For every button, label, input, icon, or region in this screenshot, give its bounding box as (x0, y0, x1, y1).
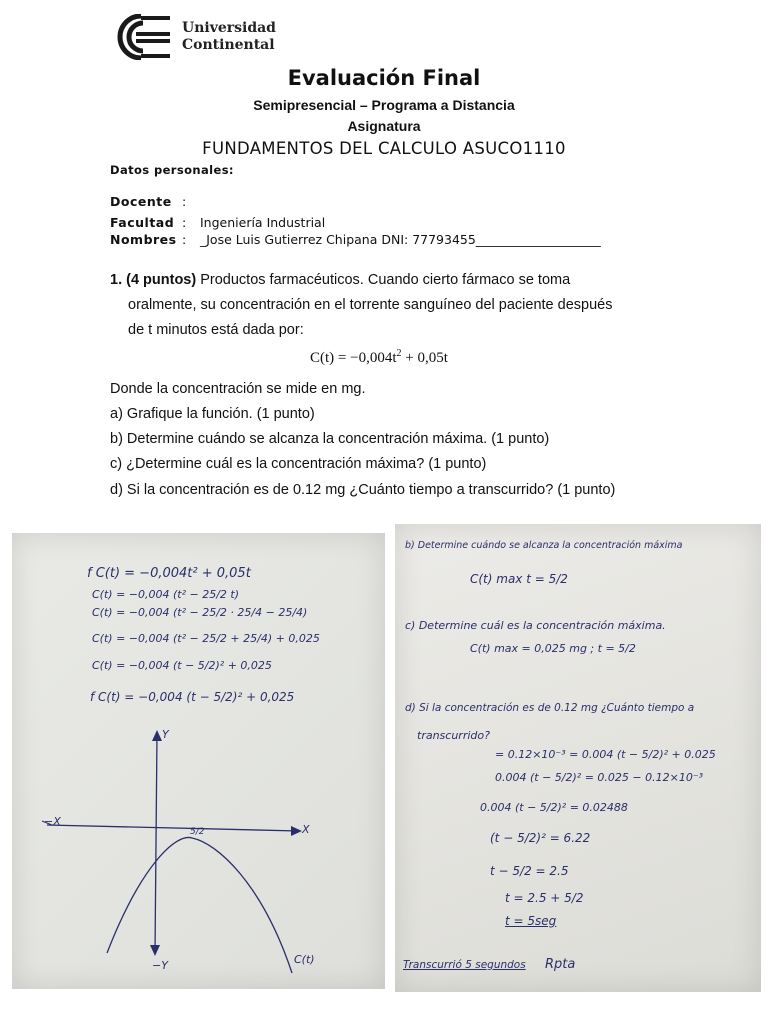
question-points: (4 puntos) (126, 272, 197, 288)
university-name (182, 20, 276, 54)
formula-right: + 0,05t (401, 350, 448, 366)
hw-right-line-11: t − 5/2 = 2.5 (490, 864, 569, 878)
hw-left-line-1: f C(t) = −0,004t² + 0,05t (87, 566, 251, 581)
hw-axis-y: Y (162, 728, 169, 741)
item-c: c) ¿Determine cuál es la concentración máxima? (1 punto) (110, 456, 487, 472)
hw-right-line-2: C(t) max t = 5/2 (470, 572, 568, 586)
hw-right-line-5: d) Si la concentración es de 0.12 mg ¿Cuánto tiempo a (405, 702, 695, 714)
university-line-1: Universidad (182, 20, 276, 36)
page-subtitle: Semipresencial – Programa a Distancia (253, 97, 515, 113)
course-name: FUNDAMENTOS DEL CALCULO ASUCO1110 (202, 139, 566, 158)
item-a: a) Grafique la función. (1 punto) (110, 406, 315, 422)
formula-exponent: 2 (396, 348, 402, 359)
hw-right-line-9: 0.004 (t − 5/2)² = 0.02488 (480, 801, 628, 814)
hw-right-line-12: t = 2.5 + 5/2 (505, 891, 584, 905)
question-line-1: Productos farmacéuticos. Cuando cierto fármaco se toma (196, 272, 571, 288)
hw-right-line-3: c) Determine cuál es la concentración máxima. (405, 619, 666, 632)
nombres-label: Nombres (110, 232, 177, 247)
hw-axis-x: X (302, 823, 310, 836)
question-number: 1. (110, 272, 123, 288)
facultad-label: Facultad (110, 215, 175, 230)
nombres-value: _Jose Luis Gutierrez Chipana DNI: 77793455____________________ (200, 232, 601, 247)
hw-vertex-label: 5/2 (190, 827, 205, 837)
asignatura-label: Asignatura (347, 118, 421, 134)
hw-left-line-5: C(t) = −0,004 (t − 5/2)² + 0,025 (92, 659, 272, 672)
facultad-value: Ingeniería Industrial (200, 215, 326, 230)
hw-right-line-4: C(t) max = 0,025 mg ; t = 5/2 (470, 642, 636, 655)
personal-data-heading: Datos personales: (110, 163, 234, 177)
question-line-3: de t minutos está dada por: (128, 322, 304, 338)
item-d: d) Si la concentración es de 0.12 mg ¿Cuánto tiempo a transcurrido? (1 punto) (110, 482, 616, 498)
docente-label: Docente (110, 194, 172, 209)
hw-left-line-2: C(t) = −0,004 (t² − 25/2 t) (92, 588, 240, 601)
hw-left-line-6: f C(t) = −0,004 (t − 5/2)² + 0,025 (90, 690, 295, 704)
university-line-2: Continental (182, 37, 275, 53)
question-line-2: oralmente, su concentración en el torrente sanguíneo del paciente después (128, 297, 613, 313)
concentration-formula (310, 348, 448, 367)
hw-right-line-14: Transcurrió 5 segundos (403, 959, 526, 971)
formula-left: C(t) = −0,004t (310, 350, 397, 366)
hw-right-line-8: 0.004 (t − 5/2)² = 0.025 − 0.12×10⁻³ (495, 771, 704, 784)
parabola-sketch (12, 533, 385, 989)
hw-right-line-13: t = 5seg (505, 914, 557, 928)
hw-right-line-6: transcurrido? (417, 729, 490, 742)
hw-right-line-10: (t − 5/2)² = 6.22 (490, 831, 591, 845)
question-text (110, 268, 662, 343)
hw-axis-neg-y: −Y (152, 959, 168, 972)
hw-right-line-15: Rpta (545, 957, 576, 972)
hw-left-line-3: C(t) = −0,004 (t² − 25/2 · 25/4 − 25/4) (92, 606, 308, 619)
docente-colon: : (182, 194, 187, 209)
hw-right-line-1: b) Determine cuándo se alcanza la concentración máxima (405, 540, 683, 551)
item-b: b) Determine cuándo se alcanza la concentración máxima. (1 punto) (110, 431, 550, 447)
logo-mark-icon (108, 14, 174, 60)
handwritten-solution-right (395, 524, 761, 992)
hw-right-line-7: = 0.12×10⁻³ = 0.004 (t − 5/2)² + 0.025 (495, 748, 716, 761)
nombres-colon: : (182, 232, 187, 247)
hw-axis-neg-x: −X (44, 815, 61, 828)
hw-curve-label: C(t) (294, 953, 315, 966)
page-title: Evaluación Final (287, 66, 481, 90)
university-logo (108, 14, 283, 60)
hw-left-line-4: C(t) = −0,004 (t² − 25/2 + 25/4) + 0,025 (92, 632, 320, 645)
concentration-note: Donde la concentración se mide en mg. (110, 381, 366, 397)
facultad-colon: : (182, 215, 187, 230)
handwritten-solution-left (12, 533, 385, 989)
